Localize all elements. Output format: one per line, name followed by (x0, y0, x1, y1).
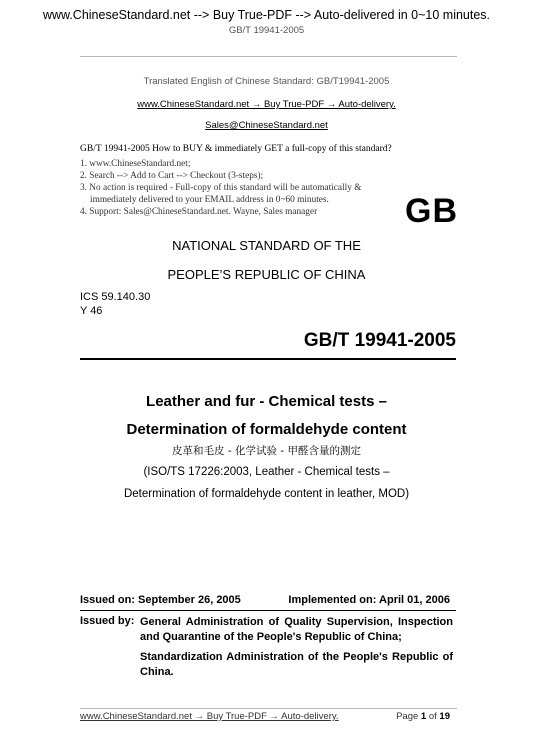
page-total: 19 (439, 711, 450, 722)
standard-number: GB/T 19941-2005 (303, 330, 456, 351)
page-current: 1 (420, 711, 427, 722)
header-line-1: www.ChineseStandard.net --> Buy True-PDF --> Auto-delivered in 0~10 minutes. (42, 8, 491, 22)
sales-email-link[interactable] (0, 120, 533, 131)
gb-logo-mark: GB (405, 192, 458, 230)
sales-email-text[interactable]: Sales@ChineseStandard.net (205, 120, 328, 131)
translated-note: Translated English of Chinese Standard: GB/T19941-2005 (143, 76, 390, 87)
issue-divider (80, 610, 456, 611)
title-divider (80, 358, 456, 360)
national-standard-line-2: PEOPLE’S REPUBLIC OF CHINA (167, 267, 366, 282)
step-item: 3. No action is required - Full-copy of this standard will be automatically & immediately delivered to your EMAIL address in 0~60 minutes. (80, 183, 362, 205)
iso-reference-line-1: (ISO/TS 17226:2003, Leather - Chemical tests – (143, 466, 390, 478)
issuer-1: General Administration of Quality Supervision, Inspection and Quarantine of the People's Republic of China; (140, 616, 453, 643)
footer-link[interactable]: www.ChineseStandard.net → Buy True-PDF → Auto-delivery. (80, 711, 339, 722)
step-item: 2. Search --> Add to Cart --> Checkout (3-steps); (80, 171, 264, 181)
header-divider (80, 56, 457, 57)
page-indicator (396, 711, 450, 722)
buy-link[interactable] (0, 99, 533, 110)
page-of: of (426, 711, 440, 722)
issuer-2: Standardization Administration of the People's Republic of China. (140, 651, 453, 678)
title-line-2: Determination of formaldehyde content (126, 421, 407, 438)
header-standard-code: GB/T 19941-2005 (228, 25, 305, 36)
buy-link-text[interactable]: www.ChineseStandard.net → Buy True-PDF → Auto-delivery. (137, 99, 396, 110)
issued-on-date: Issued on: September 26, 2005 (80, 594, 241, 606)
iso-reference-line-2: Determination of formaldehyde content in leather, MOD) (123, 488, 410, 500)
issued-by-label: Issued by: (80, 615, 135, 627)
implemented-on-date: Implemented on: April 01, 2006 (288, 594, 450, 606)
classification-code: Y 46 (80, 305, 103, 317)
title-line-1: Leather and fur - Chemical tests – (146, 393, 387, 410)
page-prefix: Page (396, 711, 421, 722)
step-item: 4. Support: Sales@ChineseStandard.net. Wayne, Sales manager (80, 207, 318, 217)
how-to-buy-heading: GB/T 19941-2005 How to BUY & immediately GET a full-copy of this standard? (80, 144, 392, 154)
step-item[interactable]: 1. www.ChineseStandard.net; (80, 159, 191, 169)
footer-divider (80, 708, 457, 709)
purchase-steps (80, 158, 410, 218)
title-chinese: 皮革和毛皮 - 化学试验 - 甲醛含量的测定 (172, 445, 361, 457)
national-standard-line-1: NATIONAL STANDARD OF THE (172, 238, 361, 253)
ics-code: ICS 59.140.30 (80, 291, 151, 303)
